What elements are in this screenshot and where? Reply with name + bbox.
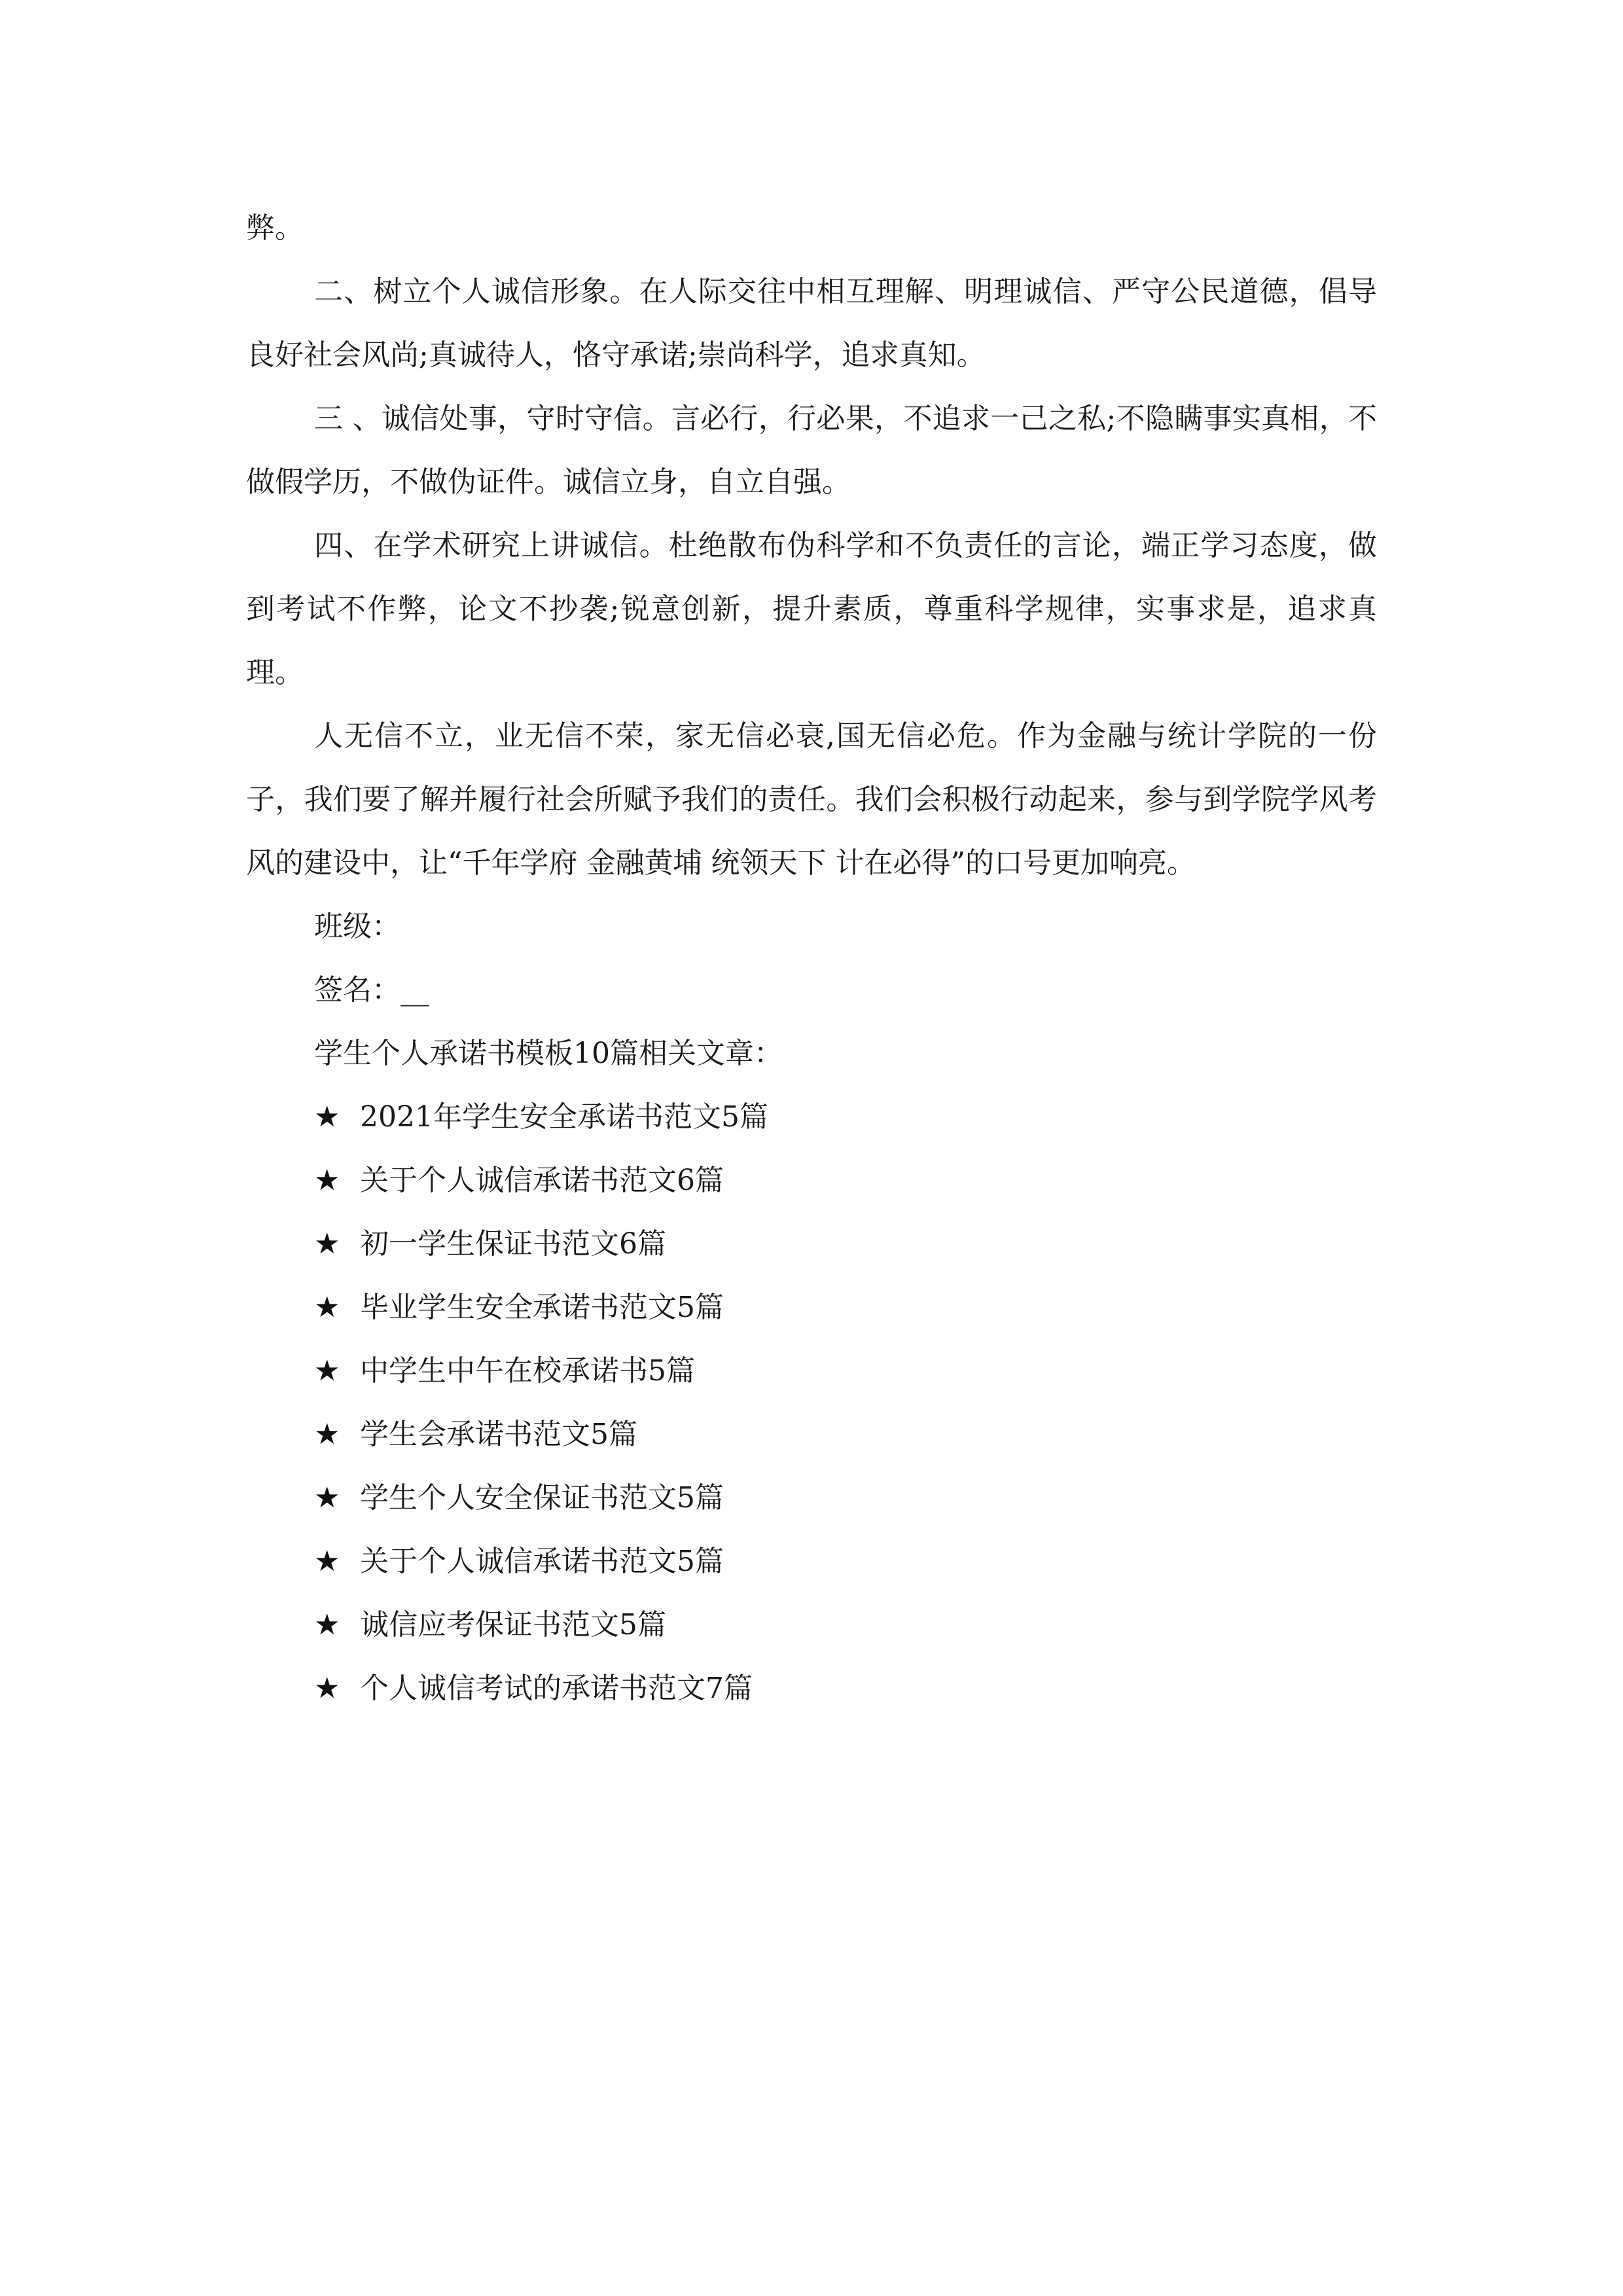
related-articles-list <box>246 1085 1377 1720</box>
related-article-item[interactable] <box>246 1149 1377 1212</box>
related-article-item[interactable] <box>246 1212 1377 1276</box>
star-icon: ★ <box>314 1418 340 1451</box>
star-icon: ★ <box>314 1354 340 1388</box>
related-article-item[interactable] <box>246 1530 1377 1593</box>
related-article-item[interactable] <box>246 1085 1377 1149</box>
star-icon: ★ <box>314 1672 340 1705</box>
paragraph-point-three: 三 、诚信处事，守时守信。言必行，行必果，不追求一己之私;不隐瞒事实真相，不做假学历，不做伪证件。诚信立身，自立自强。 <box>246 402 1377 499</box>
related-article-title[interactable]: 诚信应考保证书范文5篇 <box>360 1608 666 1641</box>
class-label: 班级： <box>314 910 401 943</box>
paragraph-continuation: 弊。 <box>246 211 304 245</box>
related-article-title[interactable]: 学生个人安全保证书范文5篇 <box>360 1481 724 1515</box>
star-icon: ★ <box>314 1164 340 1197</box>
paragraph-point-two: 二、树立个人诚信形象。在人际交往中相互理解、明理诚信、严守公民道德，倡导良好社会风尚;真诚待人，恪守承诺;崇尚科学，追求真知。 <box>246 275 1377 372</box>
document-body <box>246 196 1377 1720</box>
related-article-title[interactable]: 中学生中午在校承诺书5篇 <box>360 1354 695 1388</box>
related-article-title[interactable]: 初一学生保证书范文6篇 <box>360 1227 666 1261</box>
related-article-title[interactable]: 学生会承诺书范文5篇 <box>360 1418 637 1451</box>
related-article-item[interactable] <box>246 1276 1377 1339</box>
star-icon: ★ <box>314 1291 340 1324</box>
star-icon: ★ <box>314 1608 340 1641</box>
related-article-item[interactable] <box>246 1593 1377 1657</box>
paragraph-conclusion: 人无信不立，业无信不荣，家无信必衰,国无信必危。作为金融与统计学院的一份子，我们要了解并履行社会所赋予我们的责任。我们会积极行动起来，参与到学院学风考风的建设中，让“千年学府 金融黄埔 统领天下 计在必得”的口号更加响亮。 <box>246 719 1377 880</box>
related-article-item[interactable] <box>246 1657 1377 1720</box>
related-article-title[interactable]: 关于个人诚信承诺书范文5篇 <box>360 1545 724 1578</box>
star-icon: ★ <box>314 1227 340 1261</box>
star-icon: ★ <box>314 1545 340 1578</box>
related-article-title[interactable]: 2021年学生安全承诺书范文5篇 <box>360 1100 768 1134</box>
paragraph-point-four: 四、在学术研究上讲诚信。杜绝散布伪科学和不负责任的言论，端正学习态度，做到考试不作弊，论文不抄袭;锐意创新，提升素质，尊重科学规律，实事求是，追求真理。 <box>246 529 1377 689</box>
related-article-title[interactable]: 毕业学生安全承诺书范文5篇 <box>360 1291 724 1324</box>
related-article-title[interactable]: 关于个人诚信承诺书范文6篇 <box>360 1164 724 1197</box>
star-icon: ★ <box>314 1100 340 1134</box>
related-article-item[interactable] <box>246 1466 1377 1530</box>
signature-label: 签名：__ <box>314 973 429 1007</box>
star-icon: ★ <box>314 1481 340 1515</box>
related-article-title[interactable]: 个人诚信考试的承诺书范文7篇 <box>360 1672 753 1705</box>
related-article-item[interactable] <box>246 1403 1377 1466</box>
related-article-item[interactable] <box>246 1339 1377 1403</box>
related-heading: 学生个人承诺书模板10篇相关文章： <box>314 1037 783 1070</box>
